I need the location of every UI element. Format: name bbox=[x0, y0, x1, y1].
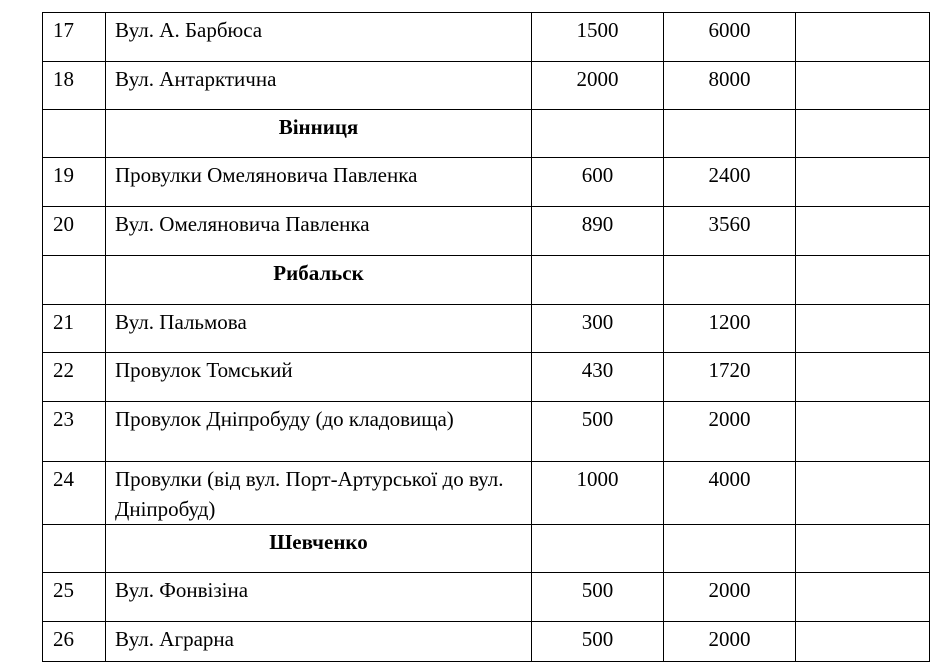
section-row bbox=[43, 110, 930, 158]
row-number: 20 bbox=[43, 207, 106, 256]
empty-cell bbox=[796, 525, 930, 573]
value-2: 6000 bbox=[664, 13, 796, 62]
value-1: 1500 bbox=[532, 13, 664, 62]
section-title: Рибальск bbox=[106, 256, 532, 305]
row-number: 19 bbox=[43, 158, 106, 207]
value-2: 2400 bbox=[664, 158, 796, 207]
table-row bbox=[43, 402, 930, 462]
table-row bbox=[43, 353, 930, 402]
value-1: 500 bbox=[532, 573, 664, 622]
table-row bbox=[43, 158, 930, 207]
extra-cell bbox=[796, 62, 930, 110]
empty-cell bbox=[43, 525, 106, 573]
empty-cell bbox=[664, 110, 796, 158]
extra-cell bbox=[796, 622, 930, 662]
value-2: 8000 bbox=[664, 62, 796, 110]
value-1: 2000 bbox=[532, 62, 664, 110]
value-2: 1200 bbox=[664, 305, 796, 353]
street-name: Провулки (від вул. Порт-Артурської до вул. Дніпробуд) bbox=[106, 462, 532, 525]
street-name: Вул. Омеляновича Павленка bbox=[106, 207, 532, 256]
extra-cell bbox=[796, 207, 930, 256]
table-row bbox=[43, 462, 930, 525]
row-number: 23 bbox=[43, 402, 106, 462]
table-row bbox=[43, 573, 930, 622]
extra-cell bbox=[796, 353, 930, 402]
street-name: Провулки Омеляновича Павленка bbox=[106, 158, 532, 207]
extra-cell bbox=[796, 13, 930, 62]
extra-cell bbox=[796, 462, 930, 525]
section-row bbox=[43, 256, 930, 305]
table-row bbox=[43, 622, 930, 662]
empty-cell bbox=[43, 256, 106, 305]
row-number: 18 bbox=[43, 62, 106, 110]
street-name: Вул. Пальмова bbox=[106, 305, 532, 353]
empty-cell bbox=[664, 256, 796, 305]
street-name: Вул. А. Барбюса bbox=[106, 13, 532, 62]
value-2: 2000 bbox=[664, 573, 796, 622]
row-number: 26 bbox=[43, 622, 106, 662]
section-title: Вінниця bbox=[106, 110, 532, 158]
empty-cell bbox=[43, 110, 106, 158]
section-row bbox=[43, 525, 930, 573]
value-1: 1000 bbox=[532, 462, 664, 525]
street-name: Вул. Антарктична bbox=[106, 62, 532, 110]
value-1: 430 bbox=[532, 353, 664, 402]
empty-cell bbox=[796, 256, 930, 305]
table-row bbox=[43, 62, 930, 110]
empty-cell bbox=[532, 110, 664, 158]
extra-cell bbox=[796, 305, 930, 353]
row-number: 17 bbox=[43, 13, 106, 62]
row-number: 21 bbox=[43, 305, 106, 353]
table-row bbox=[43, 207, 930, 256]
value-1: 600 bbox=[532, 158, 664, 207]
empty-cell bbox=[796, 110, 930, 158]
value-1: 500 bbox=[532, 402, 664, 462]
street-name: Вул. Фонвізіна bbox=[106, 573, 532, 622]
value-2: 2000 bbox=[664, 402, 796, 462]
row-number: 24 bbox=[43, 462, 106, 525]
table-row bbox=[43, 13, 930, 62]
empty-cell bbox=[532, 525, 664, 573]
extra-cell bbox=[796, 402, 930, 462]
value-1: 500 bbox=[532, 622, 664, 662]
value-1: 300 bbox=[532, 305, 664, 353]
value-2: 2000 bbox=[664, 622, 796, 662]
row-number: 25 bbox=[43, 573, 106, 622]
street-name: Провулок Дніпробуду (до кладовища) bbox=[106, 402, 532, 462]
extra-cell bbox=[796, 573, 930, 622]
table-row bbox=[43, 305, 930, 353]
empty-cell bbox=[532, 256, 664, 305]
empty-cell bbox=[664, 525, 796, 573]
street-name: Вул. Аграрна bbox=[106, 622, 532, 662]
extra-cell bbox=[796, 158, 930, 207]
streets-table bbox=[42, 12, 930, 662]
value-2: 1720 bbox=[664, 353, 796, 402]
value-1: 890 bbox=[532, 207, 664, 256]
row-number: 22 bbox=[43, 353, 106, 402]
street-name: Провулок Томський bbox=[106, 353, 532, 402]
section-title: Шевченко bbox=[106, 525, 532, 573]
value-2: 3560 bbox=[664, 207, 796, 256]
value-2: 4000 bbox=[664, 462, 796, 525]
